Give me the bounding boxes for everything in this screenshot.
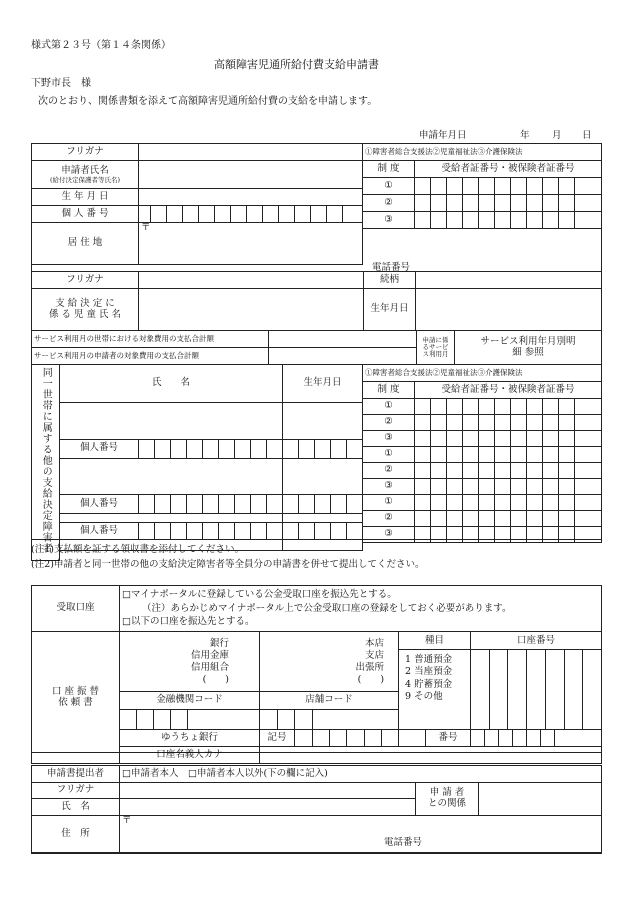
applicant-laws-table	[362, 143, 602, 229]
member-1-name-field[interactable]	[60, 402, 283, 439]
my-number-label: 個 人 番 号	[32, 206, 139, 223]
branch-name-field[interactable]: 本店 支店 出張所 ( )	[260, 632, 399, 692]
address-label: 居 住 地	[32, 223, 139, 265]
household-total-field[interactable]	[269, 331, 417, 348]
option-public-account[interactable]: □マイナポータルに登録している公金受取口座を振込先とする。	[122, 588, 397, 600]
household-laws-table	[362, 364, 602, 543]
furigana-label: フリガナ	[32, 144, 139, 161]
household-birth-col: 生年月日	[283, 365, 363, 403]
system-num-2: ②	[363, 195, 415, 212]
member-3-system-3: ③	[363, 527, 415, 543]
household-laws-header: ①障害者総合支援法②児童福祉法③介護保険法	[363, 365, 602, 382]
submitter-furigana-label: フリガナ	[32, 783, 120, 799]
my-number-digit[interactable]	[183, 206, 199, 223]
form-title: 高額障害児通所給付費支給申請書	[214, 58, 379, 71]
submitter-furigana-field[interactable]	[120, 783, 416, 799]
child-birthdate-label: 生年月日	[364, 289, 416, 331]
note-1: (注1)支払額を証する領収書を添付してください。	[31, 544, 244, 555]
child-birthdate-field[interactable]	[416, 289, 602, 331]
account-number-cell	[471, 632, 602, 730]
addressee: 下野市長 様	[31, 78, 91, 89]
phone-label: 電話番号	[372, 262, 411, 273]
yucho-label: ゆうちょ銀行	[120, 730, 260, 747]
member-2-number-label: 個人番号	[60, 495, 139, 514]
system-num-1: ①	[363, 178, 415, 195]
household-system-label: 制 度	[363, 382, 415, 399]
system-label: 制 度	[363, 161, 415, 178]
member-3-system-1: ①	[363, 495, 415, 511]
birthdate-label: 生 年 月 日	[32, 189, 139, 206]
applicant-name-label: 申請者氏名 (給付決定保護者等氏名)	[32, 161, 139, 189]
household-vertical-label: 同一世帯に属する他の支給決定障害者	[32, 365, 60, 561]
symbol-label: 記号	[260, 730, 295, 747]
relation-label: 続柄	[364, 272, 416, 289]
my-number-digit[interactable]	[199, 206, 215, 223]
bank-transfer-table	[31, 631, 602, 764]
applicant-total-field[interactable]	[269, 348, 417, 365]
member-1-system-2: ②	[363, 415, 415, 431]
my-number-digit[interactable]	[215, 206, 231, 223]
my-number-digit[interactable]	[279, 206, 295, 223]
member-3-number-table	[59, 522, 363, 540]
number-label: 番号	[426, 730, 471, 747]
member-2-system-3: ③	[363, 479, 415, 495]
submitter-relation-label: 申 請 者 との関係	[416, 783, 479, 816]
my-number-digit[interactable]	[139, 206, 151, 223]
household-cert-label: 受給者証番号・被保険者証番号	[415, 382, 602, 399]
my-number-digit[interactable]	[167, 206, 183, 223]
my-number-digit[interactable]	[263, 206, 279, 223]
date-day: 日	[582, 130, 592, 141]
applicant-name-field[interactable]	[139, 161, 363, 189]
my-number-digit[interactable]	[151, 206, 167, 223]
form-number: 様式第２３号（第１４条関係）	[31, 40, 171, 51]
postal-mark: 〒	[141, 222, 151, 233]
laws-header: ①障害者総合支援法②児童福祉法③介護保険法	[363, 144, 602, 161]
submitter-postal-mark: 〒	[122, 815, 132, 826]
option-other-account[interactable]: □以下の口座を振込先とする。	[122, 616, 255, 628]
date-year: 年	[520, 130, 530, 141]
cert-number-label: 受給者証番号・被保険者証番号	[415, 161, 602, 178]
member-2-name-field[interactable]	[60, 458, 283, 495]
my-number-digit[interactable]	[247, 206, 263, 223]
institution-code-label: 金融機関コード	[120, 692, 260, 710]
submitter-address-field[interactable]	[120, 816, 602, 854]
submitter-address-label: 住 所	[32, 816, 120, 854]
system-num-3: ③	[363, 212, 415, 229]
submitter-options[interactable]: □申請者本人 □申請者本人以外(下の欄に記入)	[120, 766, 602, 783]
applicant-address-field[interactable]	[139, 223, 363, 265]
relation-field[interactable]	[416, 272, 602, 289]
submitter-name-field[interactable]	[120, 799, 416, 816]
my-number-digit[interactable]	[295, 206, 311, 223]
applicant-total-label: サービス利用月の申請者の対象費用の支払合計額	[32, 348, 269, 365]
option-note: （注）あらかじめマイナポータル上で公金受取口座の登録をしておく必要があります。	[142, 602, 512, 614]
receive-options	[120, 586, 602, 632]
date-month: 月	[552, 130, 562, 141]
household-total-label: サービス利用月の世帯における対象費用の支払合計額	[32, 331, 269, 348]
institution-name-field[interactable]: 銀行 信用金庫 信用組合 ( )	[120, 632, 260, 692]
member-2-system-1: ①	[363, 447, 415, 463]
account-type-header: 種目	[399, 632, 470, 650]
bank-receive-table	[31, 585, 602, 632]
holder-kana-label: 口座名義人カナ	[120, 747, 260, 764]
member-1-system-1: ①	[363, 399, 415, 415]
submitter-phone-label: 電話番号	[384, 837, 423, 848]
child-table	[31, 271, 602, 331]
member-1-number-label: 個人番号	[60, 439, 139, 458]
submitter-relation-field[interactable]	[479, 783, 602, 816]
member-2-birth-field[interactable]	[283, 458, 363, 495]
member-1-birth-field[interactable]	[283, 402, 363, 439]
member-1-system-3: ③	[363, 431, 415, 447]
submitter-name-label: 氏 名	[32, 799, 120, 816]
service-month-value: サービス利用年月別明 細 参照	[455, 331, 602, 365]
member-3-number-label: 個人番号	[60, 523, 139, 540]
receive-account-label: 受取口座	[32, 586, 120, 632]
account-type-cell	[399, 632, 471, 730]
my-number-digit[interactable]	[311, 206, 327, 223]
submitter-label: 申請書提出者	[32, 766, 120, 783]
child-furigana-field[interactable]	[139, 272, 364, 289]
child-name-label: 支 給 決 定 に 係 る 児 童 氏 名	[32, 289, 139, 331]
note-2: (注2)申請者と同一世帯の他の支給決定障害者等全員分の申請書を併せて提出してください。	[31, 559, 425, 570]
my-number-digit[interactable]	[231, 206, 247, 223]
holder-kana-field[interactable]	[260, 747, 602, 764]
service-table	[31, 330, 602, 365]
service-month-label: 申請に係 るサービ ス利用月	[417, 331, 455, 365]
intro-text: 次のとおり、関係書類を添えて高額障害児通所給付費の支給を申請します。	[38, 96, 378, 107]
account-number-digits[interactable]	[471, 650, 601, 729]
member-2-system-2: ②	[363, 463, 415, 479]
member-3-system-2: ②	[363, 511, 415, 527]
applicant-birthdate-field[interactable]	[139, 189, 363, 206]
branch-code-label: 店舗コード	[260, 692, 399, 710]
submitter-table	[31, 765, 602, 854]
applicant-table	[31, 143, 363, 265]
applicant-furigana-field[interactable]	[139, 144, 363, 161]
account-type-options[interactable]: 1 普通預金 2 当座預金 4 貯蓄預金 9 その他	[405, 654, 453, 703]
household-name-col: 氏 名	[60, 365, 283, 403]
account-number-header: 口座番号	[471, 632, 601, 650]
date-label: 申請年月日	[419, 130, 467, 141]
child-furigana-label: フリガナ	[32, 272, 139, 289]
child-name-field[interactable]	[139, 289, 364, 331]
transfer-request-label: 口 座 振 替 依 頼 書	[32, 632, 120, 764]
